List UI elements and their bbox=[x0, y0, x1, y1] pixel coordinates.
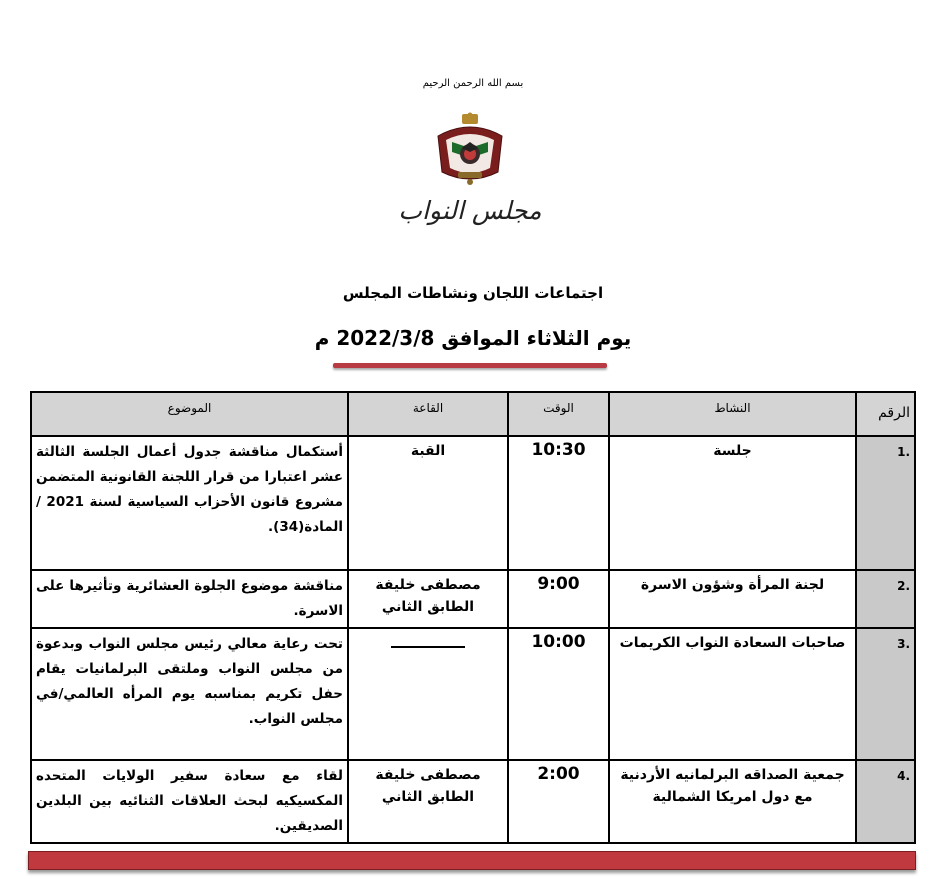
parliament-logotype: مجلس النواب bbox=[398, 196, 542, 225]
table-header-row bbox=[31, 392, 915, 436]
title-underline bbox=[333, 363, 607, 368]
row-activity: جمعية الصداقه البرلمانيه الأردنية مع دول امريكا الشمالية bbox=[609, 760, 856, 843]
header-activity: النشاط bbox=[609, 392, 856, 436]
row-activity: صاحبات السعادة النواب الكريمات bbox=[609, 628, 856, 760]
row-activity: جلسة bbox=[609, 436, 856, 570]
header-number: الرقم bbox=[856, 392, 915, 436]
row-topic: لقاء مع سعادة سفير الولايات المتحده المكسيكيه لبحث العلاقات الثنائيه بين البلدين الصديقين. bbox=[31, 760, 348, 843]
footer-bar bbox=[28, 851, 916, 870]
row-topic: أستكمال مناقشة جدول أعمال الجلسة الثالثة عشر اعتبارا من قرار اللجنة القانونية المتضمن مشروع قانون الأحزاب السياسية لسنة 2021 /المادة(34). bbox=[31, 436, 348, 570]
room-floor: الطابق الثاني bbox=[381, 599, 475, 615]
row-time: 10:00 bbox=[508, 628, 609, 760]
row-number: .3 bbox=[856, 628, 915, 760]
empty-room-line bbox=[391, 632, 465, 648]
row-room bbox=[348, 760, 508, 843]
date-heading: يوم الثلاثاء الموافق 2022/3/8 م bbox=[314, 326, 632, 350]
room-name: مصطفى خليفة bbox=[375, 577, 481, 593]
row-number: .1 bbox=[856, 436, 915, 570]
schedule-table bbox=[30, 391, 916, 844]
table-row bbox=[31, 436, 915, 570]
room-floor: الطابق الثاني bbox=[381, 789, 475, 805]
table-row bbox=[31, 570, 915, 628]
table-row bbox=[31, 760, 915, 843]
coat-of-arms-icon bbox=[428, 112, 512, 188]
header-room: القاعة bbox=[348, 392, 508, 436]
row-room bbox=[348, 570, 508, 628]
row-number: .4 bbox=[856, 760, 915, 843]
basmala: بسم الله الرحمن الرحيم bbox=[422, 78, 524, 89]
row-number: .2 bbox=[856, 570, 915, 628]
header-topic: الموضوع bbox=[31, 392, 348, 436]
row-time: 9:00 bbox=[508, 570, 609, 628]
row-activity: لجنة المرأة وشؤون الاسرة bbox=[609, 570, 856, 628]
header-time: الوقت bbox=[508, 392, 609, 436]
row-topic: مناقشة موضوع الجلوة العشائرية وتأثيرها على الاسرة. bbox=[31, 570, 348, 628]
page-title: اجتماعات اللجان ونشاطات المجلس bbox=[342, 284, 604, 302]
table-row bbox=[31, 628, 915, 760]
row-room bbox=[348, 628, 508, 760]
row-time: 2:00 bbox=[508, 760, 609, 843]
row-topic: تحت رعاية معالي رئيس مجلس النواب وبدعوة من مجلس النواب وملتقى البرلمانيات يقام حفل تكريم بمناسبه يوم المرأه العالمي/في مجلس النواب. bbox=[31, 628, 348, 760]
room-name: مصطفى خليفة bbox=[375, 767, 481, 783]
row-room: القبة bbox=[348, 436, 508, 570]
row-time: 10:30 bbox=[508, 436, 609, 570]
